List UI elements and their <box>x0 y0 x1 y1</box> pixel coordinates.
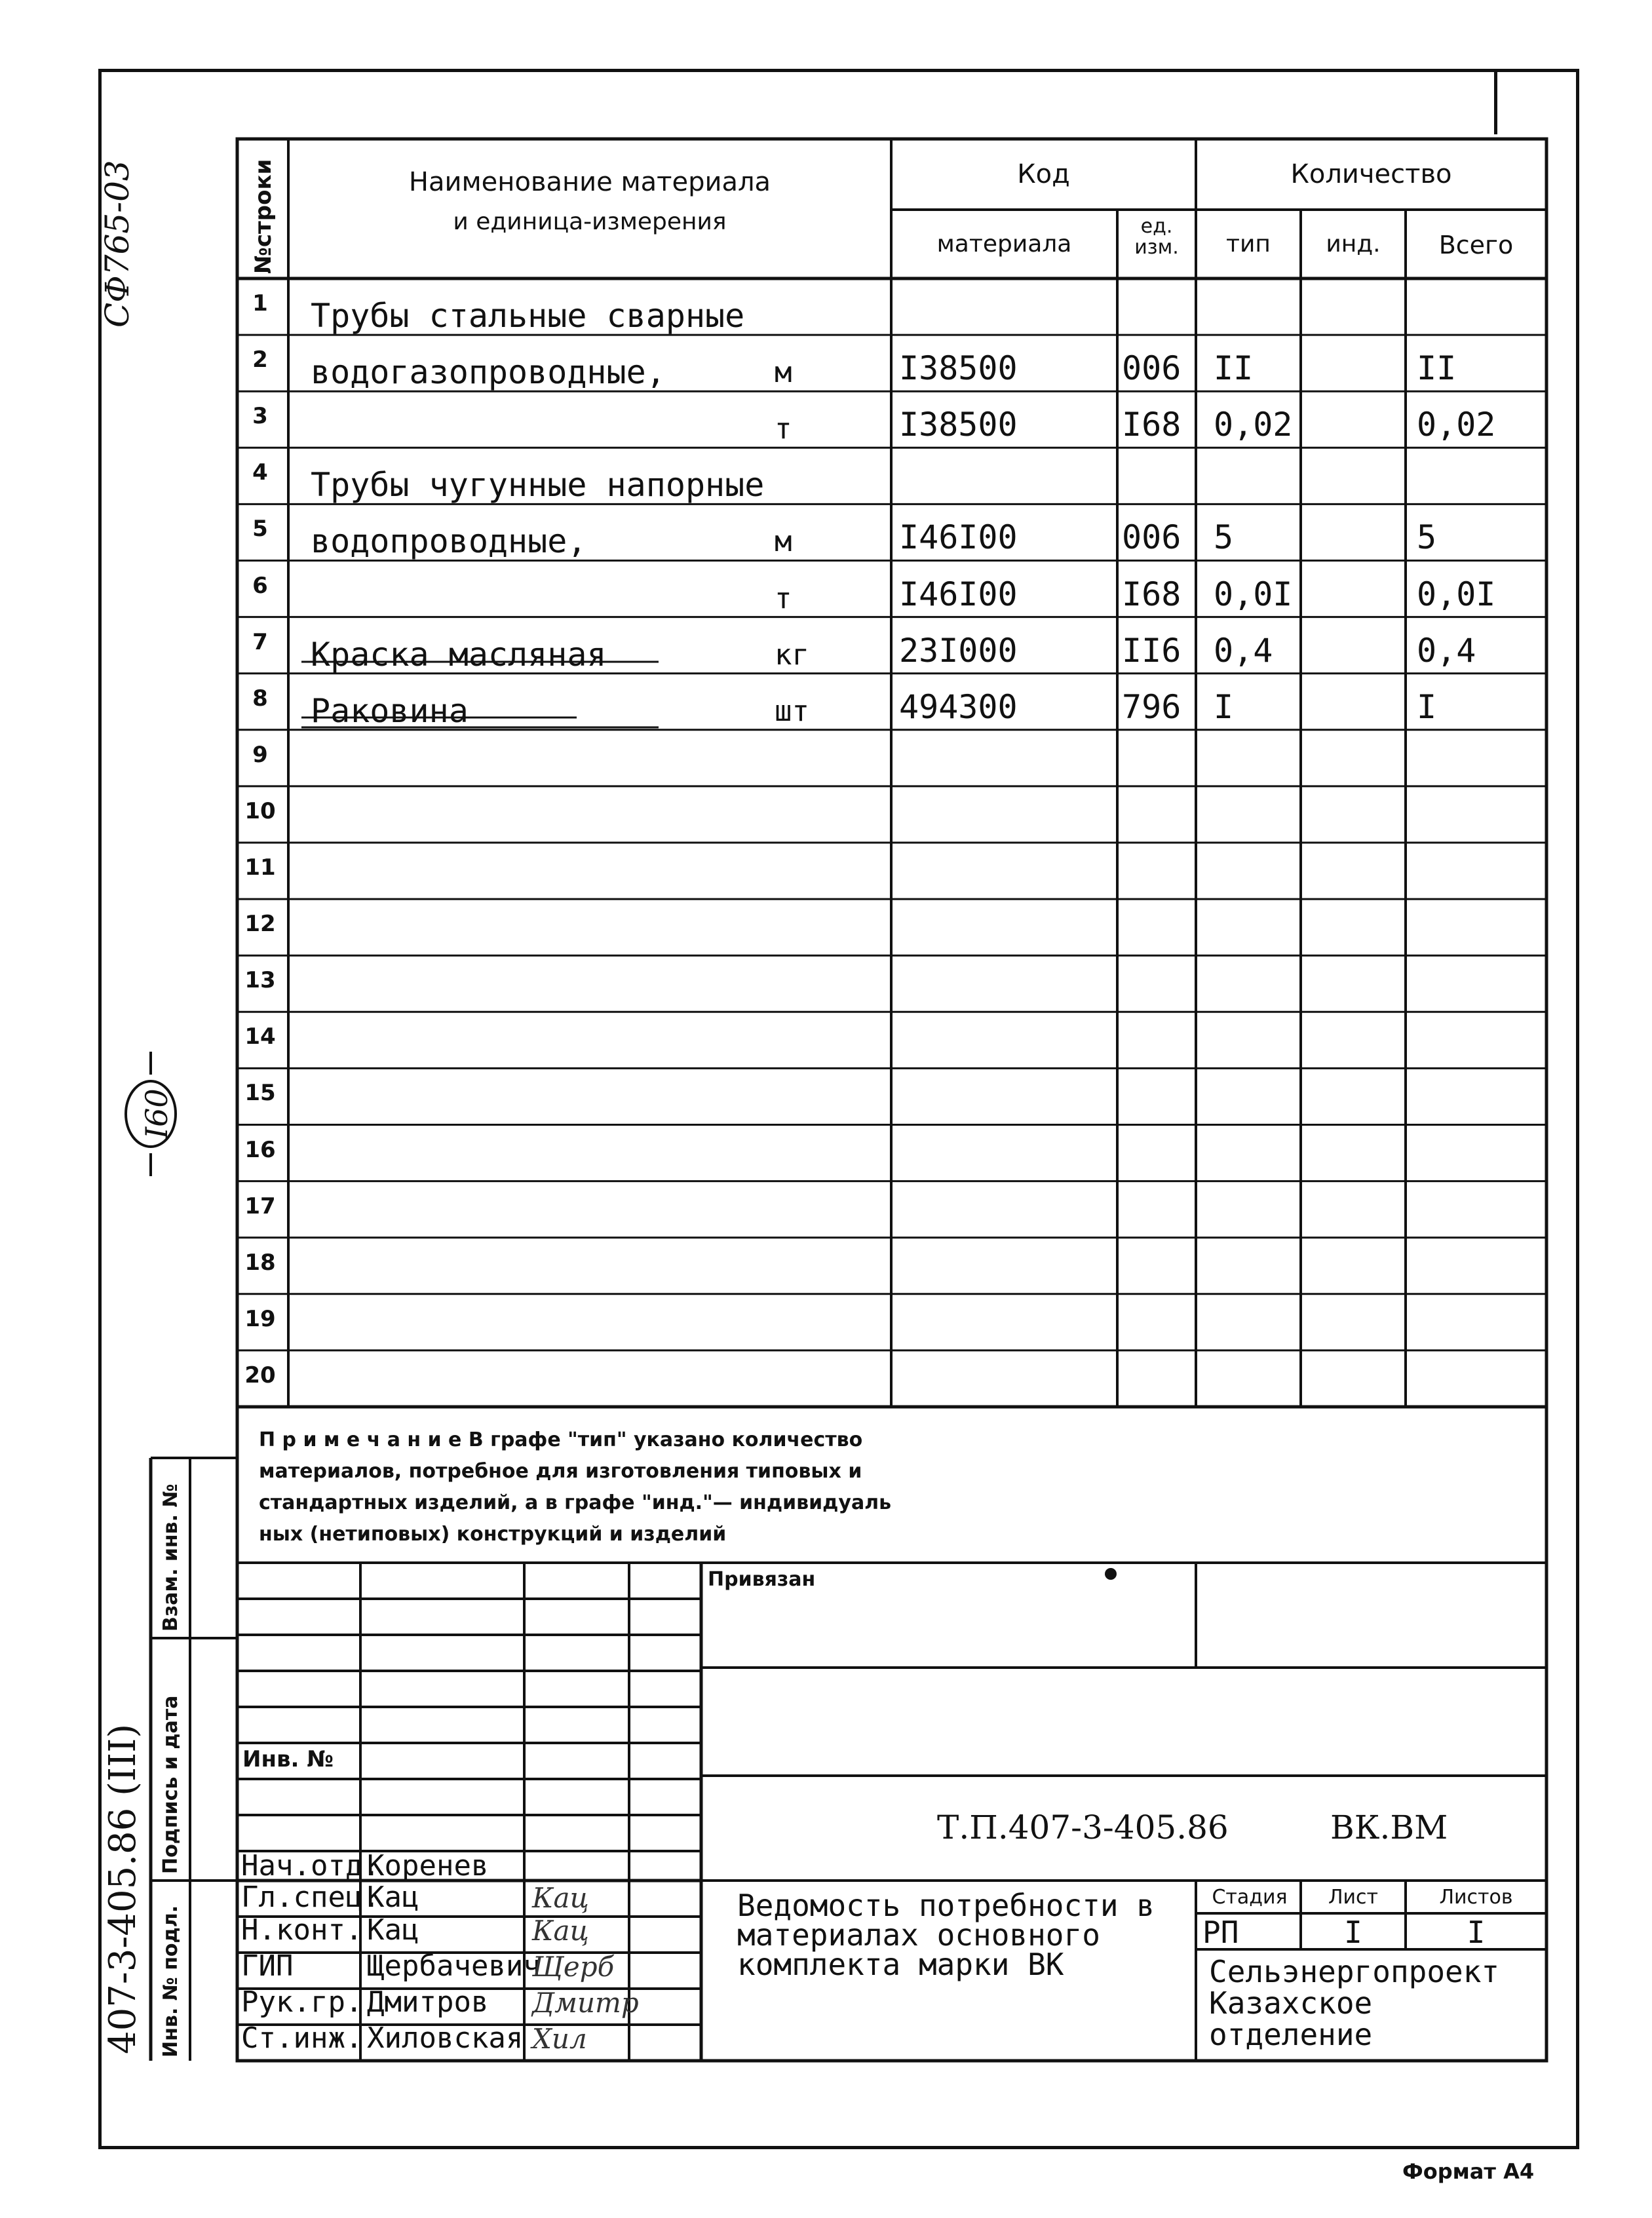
header-code-material: материала <box>936 231 1072 258</box>
sheets-value: I <box>1467 1915 1486 1950</box>
row-number: 2 <box>252 347 268 373</box>
side-doc-code: 407-3-405.86 (III) <box>102 1723 144 2054</box>
header-quantity: Количество <box>1290 159 1452 189</box>
table-row <box>237 1294 1546 1350</box>
table-row <box>237 1350 1546 1407</box>
staff-name: Дмитров <box>367 1985 489 2019</box>
stage-header: Стадия <box>1212 1886 1288 1909</box>
header-name-line2: и единица-измерения <box>453 208 727 235</box>
staff-role: Ст.инж. <box>241 2021 363 2055</box>
header-qty-type: тип <box>1226 231 1271 258</box>
material-name: Раковина <box>311 691 469 730</box>
org-line-2: Казахское <box>1209 1985 1373 2021</box>
staff-name: Коренев <box>367 1849 489 1883</box>
page-number: I60 <box>139 1088 174 1139</box>
qty-type-value: 0,02 <box>1214 406 1293 444</box>
header-name-line1: Наименование материала <box>408 167 771 197</box>
row-number: 16 <box>244 1136 276 1163</box>
note-line-4: ных (нетиповых) конструкций и изделий <box>259 1523 727 1546</box>
row-number: 6 <box>252 572 268 599</box>
note-line-2: материалов, потребное для изготовления типовых и <box>259 1460 862 1483</box>
row-number: 1 <box>252 290 268 316</box>
staff-role: ГИП <box>241 1949 294 1983</box>
table-row <box>237 1181 1546 1238</box>
table-row <box>237 843 1546 899</box>
table-row <box>237 504 1546 560</box>
format-label: Формат А4 <box>1402 2159 1535 2184</box>
material-name: водопроводные, <box>311 522 587 561</box>
material-name: Трубы стальные сварные <box>311 297 745 335</box>
staff-role: Рук.гр. <box>241 1985 363 2019</box>
table-row <box>237 1012 1546 1068</box>
doc-mark: ВК.ВМ <box>1330 1808 1448 1846</box>
qty-total-value: 0,4 <box>1417 631 1476 670</box>
qty-total-value: 0,02 <box>1417 406 1496 444</box>
staff-signature: Кац <box>532 1915 589 1947</box>
row-number: 18 <box>244 1249 276 1276</box>
table-row <box>237 278 1546 335</box>
doc-code: Т.П.407-3-405.86 <box>937 1808 1229 1846</box>
margin-code: СФ765-03 <box>98 160 136 328</box>
inv-no-label: Инв. № <box>242 1746 334 1772</box>
row-number: 14 <box>244 1023 276 1050</box>
row-number: 12 <box>244 911 276 938</box>
label-vzam-inv: Взам. инв. № <box>159 1483 182 1632</box>
table-row <box>237 674 1546 730</box>
material-code: I38500 <box>899 349 1018 388</box>
qty-total-value: I <box>1417 687 1437 726</box>
qty-type-value: 0,4 <box>1214 631 1273 670</box>
unit-code: II6 <box>1122 631 1181 670</box>
material-code: I46I00 <box>899 518 1018 557</box>
stage-value: РП <box>1202 1915 1239 1950</box>
label-podpis-data: Подпись и дата <box>159 1695 182 1874</box>
table-row <box>237 1238 1546 1294</box>
unit-code: 006 <box>1122 349 1181 388</box>
qty-total-value: 5 <box>1417 518 1437 557</box>
row-number: 13 <box>244 967 276 994</box>
row-number: 19 <box>244 1305 276 1332</box>
table-row <box>237 1068 1546 1124</box>
header-code: Код <box>1017 159 1070 189</box>
staff-name: Хиловская <box>367 2021 524 2055</box>
material-code: I46I00 <box>899 575 1018 613</box>
material-name: Трубы чугунные напорные <box>311 466 765 505</box>
row-number: 4 <box>252 459 268 486</box>
privyazan-label: Привязан <box>708 1568 816 1591</box>
material-code: 494300 <box>899 687 1018 726</box>
staff-signature: Щерб <box>532 1951 615 1983</box>
doc-title-3: комплекта марки ВК <box>737 1947 1064 1982</box>
doc-title-1: Ведомость потребности в <box>737 1888 1155 1923</box>
table-row <box>237 561 1546 617</box>
material-name: водогазопроводные, <box>311 353 666 392</box>
row-number: 5 <box>252 516 268 543</box>
row-number: 7 <box>252 628 268 655</box>
qty-total-value: 0,0I <box>1417 575 1496 613</box>
sheet-header: Лист <box>1328 1886 1379 1909</box>
table-row <box>237 1125 1546 1181</box>
unit-name: шт <box>775 694 809 728</box>
sheet-value: I <box>1344 1915 1362 1950</box>
unit-code: 796 <box>1122 687 1181 726</box>
row-number: 10 <box>244 797 276 824</box>
table-row <box>237 448 1546 504</box>
org-line-1: Сельэнергопроект <box>1209 1954 1500 1989</box>
staff-role: Гл.спец. <box>241 1881 380 1914</box>
staff-role: Нач.отд. <box>241 1849 380 1883</box>
qty-total-value: II <box>1417 349 1457 388</box>
table-row <box>237 786 1546 843</box>
table-row <box>237 955 1546 1012</box>
note-line-1: П р и м е ч а н и е В графе "тип" указано количество <box>259 1428 863 1451</box>
header-qty-total: Всего <box>1438 231 1514 259</box>
header-code-unit: ед. изм. <box>1134 215 1179 259</box>
table-row <box>237 899 1546 955</box>
material-name: Краска масляная <box>311 635 607 674</box>
header-row-no: №строки <box>250 159 277 274</box>
row-number: 8 <box>252 685 268 712</box>
org-line-3: отделение <box>1209 2017 1373 2052</box>
staff-name: Щербачевич <box>367 1949 541 1983</box>
unit-name: т <box>775 581 792 615</box>
qty-type-value: 0,0I <box>1214 575 1293 613</box>
row-number: 20 <box>244 1362 276 1388</box>
header-qty-ind: инд. <box>1326 231 1381 258</box>
doc-title-2: материалах основного <box>737 1917 1100 1953</box>
unit-code: I68 <box>1122 575 1181 613</box>
table-row <box>237 730 1546 786</box>
unit-name: м <box>775 356 792 390</box>
staff-signature: Дмитр <box>532 1987 639 2019</box>
unit-name: кг <box>775 638 809 672</box>
staff-signature: Кац <box>532 1882 589 1914</box>
unit-code: 006 <box>1122 518 1181 557</box>
row-number: 9 <box>252 741 268 768</box>
table-row <box>237 391 1546 448</box>
label-inv-podl: Инв. № подл. <box>159 1905 182 2057</box>
row-number: 11 <box>244 854 276 881</box>
staff-role: Н.конт. <box>241 1913 363 1947</box>
staff-name: Кац <box>367 1881 419 1914</box>
unit-name: м <box>775 525 792 559</box>
staff-name: Кац <box>367 1913 419 1947</box>
sheets-header: Листов <box>1439 1886 1513 1909</box>
qty-type-value: II <box>1214 349 1254 388</box>
row-number: 3 <box>252 403 268 430</box>
qty-type-value: 5 <box>1214 518 1234 557</box>
unit-code: I68 <box>1122 406 1181 444</box>
material-code: 23I000 <box>899 631 1018 670</box>
unit-name: т <box>775 412 792 446</box>
table-row <box>237 617 1546 674</box>
material-code: I38500 <box>899 406 1018 444</box>
table-row <box>237 335 1546 391</box>
row-number: 17 <box>244 1193 276 1219</box>
staff-signature: Хил <box>532 2023 587 2055</box>
qty-type-value: I <box>1214 687 1234 726</box>
note-line-3: стандартных изделий, а в графе "инд."— индивидуаль <box>259 1491 892 1514</box>
row-number: 15 <box>244 1080 276 1107</box>
